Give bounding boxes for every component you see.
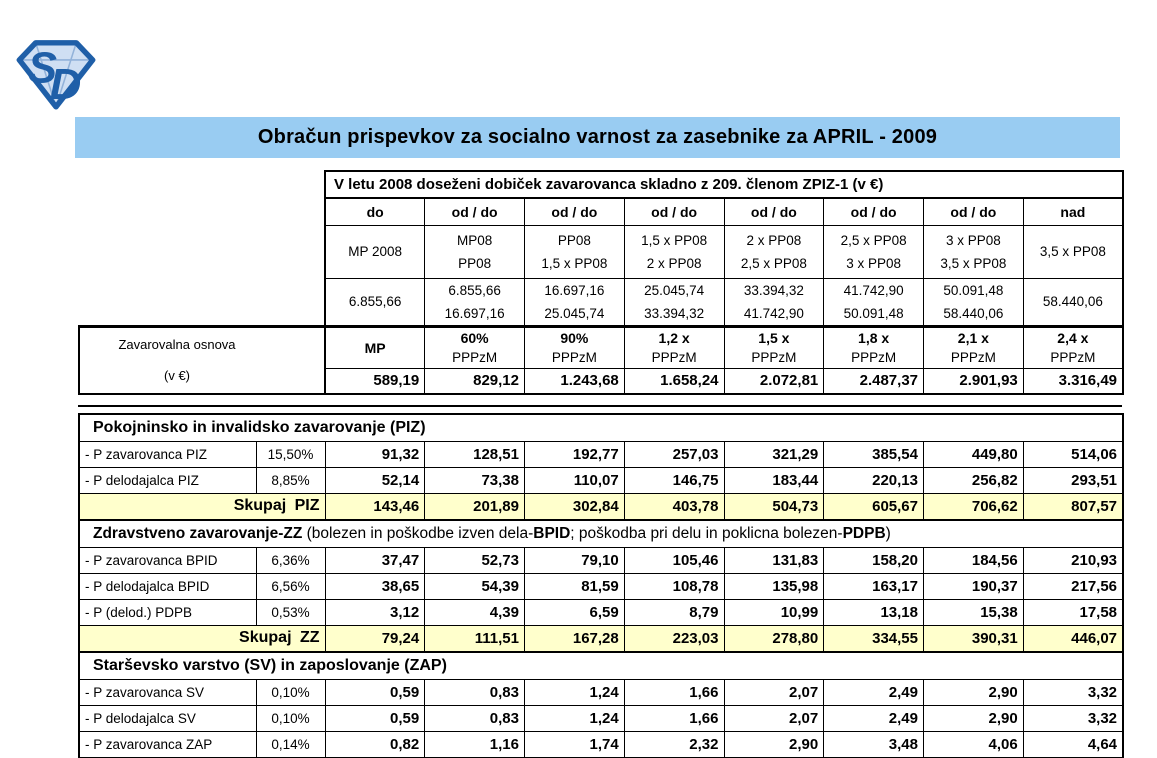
table-row bbox=[79, 441, 1123, 467]
amount-cell: 2,49 bbox=[824, 705, 924, 731]
basis-cell: MP bbox=[325, 326, 425, 368]
range-lower: PP08 bbox=[458, 255, 492, 271]
amount-cell: 449,80 bbox=[924, 441, 1024, 467]
bracket-range-cell bbox=[824, 225, 924, 278]
basis-base: PPPzM bbox=[751, 349, 797, 365]
spacer-cell bbox=[79, 198, 325, 225]
basis-value-cell: 1.658,24 bbox=[624, 368, 724, 394]
sum-row-zz bbox=[79, 625, 1123, 652]
basis-base: PPPzM bbox=[651, 349, 697, 365]
amount-cell: 10,99 bbox=[724, 599, 824, 625]
sum-amount-cell: 334,55 bbox=[824, 625, 924, 652]
amount-cell: 1,24 bbox=[525, 705, 625, 731]
basis-base: PPPzM bbox=[950, 349, 996, 365]
logo-letter-s: S bbox=[27, 43, 58, 93]
basis-cell bbox=[624, 326, 724, 368]
sum-amount-cell: 403,78 bbox=[624, 493, 724, 520]
basis-factor: 2,4 x bbox=[1057, 329, 1089, 346]
limit-upper: 41.742,90 bbox=[843, 282, 904, 298]
sd-diamond-logo-icon bbox=[17, 38, 95, 110]
contributions-table bbox=[78, 413, 1124, 758]
range-upper: MP08 bbox=[456, 232, 493, 248]
row-label-cell: - P zavarovanca BPID bbox=[79, 547, 256, 573]
amount-cell: 54,39 bbox=[425, 573, 525, 599]
amount-cell: 17,58 bbox=[1023, 599, 1123, 625]
basis-cell bbox=[525, 326, 625, 368]
basis-factor: 1,8 x bbox=[858, 329, 890, 346]
bracket-header-cell: od / do bbox=[724, 198, 824, 225]
rate-cell: 0,10% bbox=[256, 679, 325, 705]
sum-amount-cell: 223,03 bbox=[624, 625, 724, 652]
sum-amount-cell: 807,57 bbox=[1023, 493, 1123, 520]
amount-cell: 37,47 bbox=[325, 547, 425, 573]
range-lower: 3 x PP08 bbox=[846, 255, 902, 271]
row-label-cell: - P delodajalca SV bbox=[79, 705, 256, 731]
amount-cell: 146,75 bbox=[624, 467, 724, 493]
bracket-range-cell bbox=[425, 225, 525, 278]
amount-cell: 4,64 bbox=[1023, 731, 1123, 757]
amount-cell: 38,65 bbox=[325, 573, 425, 599]
sum-amount-cell: 201,89 bbox=[425, 493, 525, 520]
bracket-limit-cell bbox=[425, 278, 525, 326]
bracket-range-cell bbox=[325, 225, 425, 278]
bracket-range-cell bbox=[624, 225, 724, 278]
sum-amount-cell: 167,28 bbox=[525, 625, 625, 652]
table-row bbox=[79, 599, 1123, 625]
sum-label-cell: Skupaj PIZ bbox=[79, 493, 325, 520]
range-upper: PP08 bbox=[557, 232, 591, 248]
limit-lower: 16.697,16 bbox=[444, 305, 505, 321]
basis-value-cell: 3.316,49 bbox=[1023, 368, 1123, 394]
sum-amount-cell: 302,84 bbox=[525, 493, 625, 520]
company-logo bbox=[17, 38, 95, 110]
limit-upper: 25.045,74 bbox=[644, 282, 705, 298]
sum-row-piz bbox=[79, 493, 1123, 520]
amount-cell: 81,59 bbox=[525, 573, 625, 599]
amount-cell: 0,83 bbox=[425, 679, 525, 705]
amount-cell: 2,90 bbox=[924, 705, 1024, 731]
amount-cell: 0,59 bbox=[325, 679, 425, 705]
table-row bbox=[79, 679, 1123, 705]
amount-cell: 192,77 bbox=[525, 441, 625, 467]
table-row bbox=[79, 414, 1123, 441]
limit-upper: 6.855,66 bbox=[448, 282, 501, 298]
rate-cell: 0,53% bbox=[256, 599, 325, 625]
sum-amount-cell: 111,51 bbox=[425, 625, 525, 652]
insurance-basis-label-cell bbox=[79, 326, 325, 394]
section-header-sv-zap: Starševsko varstvo (SV) in zaposlovanje (ZAP) bbox=[79, 652, 1123, 679]
amount-cell: 184,56 bbox=[924, 547, 1024, 573]
basis-cell bbox=[425, 326, 525, 368]
amount-cell: 514,06 bbox=[1023, 441, 1123, 467]
amount-cell: 293,51 bbox=[1023, 467, 1123, 493]
basis-cell bbox=[724, 326, 824, 368]
basis-cell bbox=[824, 326, 924, 368]
bracket-range-cell bbox=[525, 225, 625, 278]
row-label-cell: - P (delod.) PDPB bbox=[79, 599, 256, 625]
table-row bbox=[79, 467, 1123, 493]
amount-cell: 0,59 bbox=[325, 705, 425, 731]
sum-amount-cell: 390,31 bbox=[924, 625, 1024, 652]
logo-letter-d: D bbox=[49, 59, 82, 109]
basis-factor: 60% bbox=[460, 329, 489, 346]
amount-cell: 3,48 bbox=[824, 731, 924, 757]
insurance-basis-unit: (v €) bbox=[164, 368, 190, 384]
table-row bbox=[79, 225, 1123, 278]
range-upper: 3 x PP08 bbox=[945, 232, 1001, 248]
amount-cell: 2,32 bbox=[624, 731, 724, 757]
range-upper: 3,5 x PP08 bbox=[1039, 244, 1106, 259]
basis-factor: 90% bbox=[560, 329, 589, 346]
limit-lower: 25.045,74 bbox=[544, 305, 605, 321]
insurance-basis-label: Zavarovalna osnova bbox=[118, 337, 236, 353]
table-row bbox=[79, 198, 1123, 225]
basis-value-cell: 2.072,81 bbox=[724, 368, 824, 394]
row-label-cell: - P zavarovanca ZAP bbox=[79, 731, 256, 757]
sum-amount-cell: 278,80 bbox=[724, 625, 824, 652]
amount-cell: 321,29 bbox=[724, 441, 824, 467]
bracket-limit-cell bbox=[525, 278, 625, 326]
basis-cell bbox=[1023, 326, 1123, 368]
sum-amount-cell: 79,24 bbox=[325, 625, 425, 652]
basis-factor: 1,2 x bbox=[658, 329, 690, 346]
amount-cell: 4,06 bbox=[924, 731, 1024, 757]
amount-cell: 220,13 bbox=[824, 467, 924, 493]
row-label-cell: - P zavarovanca PIZ bbox=[79, 441, 256, 467]
amount-cell: 2,07 bbox=[724, 679, 824, 705]
title-banner bbox=[75, 117, 1120, 158]
profit-brackets-table bbox=[78, 170, 1124, 395]
amount-cell: 1,24 bbox=[525, 679, 625, 705]
limit-upper: 33.394,32 bbox=[743, 282, 804, 298]
amount-cell: 1,16 bbox=[425, 731, 525, 757]
amount-cell: 385,54 bbox=[824, 441, 924, 467]
rate-cell: 6,56% bbox=[256, 573, 325, 599]
range-upper: 2 x PP08 bbox=[746, 232, 802, 248]
amount-cell: 1,74 bbox=[525, 731, 625, 757]
bracket-limit-cell bbox=[924, 278, 1024, 326]
amount-cell: 210,93 bbox=[1023, 547, 1123, 573]
table-row bbox=[79, 547, 1123, 573]
page-title: Obračun prispevkov za socialno varnost za zasebnike za APRIL - 2009 bbox=[257, 126, 938, 148]
amount-cell: 3,32 bbox=[1023, 705, 1123, 731]
amount-cell: 110,07 bbox=[525, 467, 625, 493]
range-lower: MP 2008 bbox=[348, 244, 403, 259]
table-row bbox=[79, 520, 1123, 547]
rate-cell: 0,14% bbox=[256, 731, 325, 757]
amount-cell: 3,12 bbox=[325, 599, 425, 625]
amount-cell: 73,38 bbox=[425, 467, 525, 493]
table-row bbox=[79, 652, 1123, 679]
row-label-cell: - P delodajalca PIZ bbox=[79, 467, 256, 493]
section-header-piz: Pokojninsko in invalidsko zavarovanje (PIZ) bbox=[79, 414, 1123, 441]
sum-amount-cell: 706,62 bbox=[924, 493, 1024, 520]
bracket-header-cell: od / do bbox=[525, 198, 625, 225]
amount-cell: 91,32 bbox=[325, 441, 425, 467]
row-label-cell: - P delodajalca BPID bbox=[79, 573, 256, 599]
rate-cell: 8,85% bbox=[256, 467, 325, 493]
table-row bbox=[79, 278, 1123, 326]
range-lower: 2,5 x PP08 bbox=[740, 255, 807, 271]
limit-upper: 50.091,48 bbox=[943, 282, 1004, 298]
bracket-header-cell: od / do bbox=[425, 198, 525, 225]
amount-cell: 13,18 bbox=[824, 599, 924, 625]
basis-value-cell: 2.487,37 bbox=[824, 368, 924, 394]
range-lower: 2 x PP08 bbox=[646, 255, 702, 271]
basis-value-cell: 2.901,93 bbox=[924, 368, 1024, 394]
basis-base: PPPzM bbox=[452, 349, 498, 365]
basis-value-cell: 1.243,68 bbox=[525, 368, 625, 394]
amount-cell: 108,78 bbox=[624, 573, 724, 599]
table-row bbox=[79, 326, 1123, 368]
limit-lower: 6.855,66 bbox=[348, 294, 402, 309]
bracket-header-cell: od / do bbox=[924, 198, 1024, 225]
bracket-header-cell: nad bbox=[1023, 198, 1123, 225]
limit-lower: 41.742,90 bbox=[743, 305, 804, 321]
limit-upper: 16.697,16 bbox=[544, 282, 605, 298]
spacer-cell bbox=[79, 225, 325, 278]
amount-cell: 1,66 bbox=[624, 705, 724, 731]
table-row bbox=[79, 705, 1123, 731]
amount-cell: 105,46 bbox=[624, 547, 724, 573]
amount-cell: 8,79 bbox=[624, 599, 724, 625]
amount-cell: 2,07 bbox=[724, 705, 824, 731]
bracket-range-cell bbox=[724, 225, 824, 278]
amount-cell: 0,83 bbox=[425, 705, 525, 731]
basis-base: PPPzM bbox=[851, 349, 897, 365]
table-row bbox=[79, 171, 1123, 198]
basis-value-cell: 589,19 bbox=[325, 368, 425, 394]
amount-cell: 2,90 bbox=[924, 679, 1024, 705]
amount-cell: 135,98 bbox=[724, 573, 824, 599]
sum-amount-cell: 504,73 bbox=[724, 493, 824, 520]
limit-lower: 50.091,48 bbox=[843, 305, 904, 321]
amount-cell: 163,17 bbox=[824, 573, 924, 599]
spacer-cell bbox=[79, 171, 325, 198]
basis-value-cell: 829,12 bbox=[425, 368, 525, 394]
sum-amount-cell: 605,67 bbox=[824, 493, 924, 520]
range-lower: 1,5 x PP08 bbox=[541, 255, 608, 271]
amount-cell: 158,20 bbox=[824, 547, 924, 573]
amount-cell: 1,66 bbox=[624, 679, 724, 705]
bracket-limit-cell bbox=[724, 278, 824, 326]
basis-base: PPPzM bbox=[551, 349, 597, 365]
bracket-limit-cell bbox=[624, 278, 724, 326]
bracket-header-cell: od / do bbox=[624, 198, 724, 225]
table-row bbox=[79, 573, 1123, 599]
bracket-header-cell: od / do bbox=[824, 198, 924, 225]
limit-upper: 58.440,06 bbox=[1042, 294, 1103, 309]
basis-factor: 2,1 x bbox=[957, 329, 989, 346]
rate-cell: 6,36% bbox=[256, 547, 325, 573]
amount-cell: 131,83 bbox=[724, 547, 824, 573]
bracket-range-cell bbox=[1023, 225, 1123, 278]
limit-lower: 58.440,06 bbox=[943, 305, 1004, 321]
amount-cell: 128,51 bbox=[425, 441, 525, 467]
amount-cell: 4,39 bbox=[425, 599, 525, 625]
amount-cell: 52,14 bbox=[325, 467, 425, 493]
profit-table-title: V letu 2008 doseženi dobiček zavarovanca skladno z 209. členom ZPIZ-1 (v €) bbox=[325, 171, 1123, 198]
bracket-limit-cell bbox=[824, 278, 924, 326]
amount-cell: 0,82 bbox=[325, 731, 425, 757]
sum-label-cell: Skupaj ZZ bbox=[79, 625, 325, 652]
amount-cell: 257,03 bbox=[624, 441, 724, 467]
amount-cell: 2,90 bbox=[724, 731, 824, 757]
bracket-limit-cell bbox=[1023, 278, 1123, 326]
amount-cell: 52,73 bbox=[425, 547, 525, 573]
table-row bbox=[79, 731, 1123, 757]
range-upper: 2,5 x PP08 bbox=[840, 232, 907, 248]
basis-factor: 1,5 x bbox=[758, 329, 790, 346]
amount-cell: 6,59 bbox=[525, 599, 625, 625]
sum-amount-cell: 446,07 bbox=[1023, 625, 1123, 652]
amount-cell: 15,38 bbox=[924, 599, 1024, 625]
amount-cell: 2,49 bbox=[824, 679, 924, 705]
sum-amount-cell: 143,46 bbox=[325, 493, 425, 520]
amount-cell: 3,32 bbox=[1023, 679, 1123, 705]
bracket-range-cell bbox=[924, 225, 1024, 278]
amount-cell: 217,56 bbox=[1023, 573, 1123, 599]
amount-cell: 190,37 bbox=[924, 573, 1024, 599]
section-header-zz: Zdravstveno zavarovanje-ZZ (bolezen in poškodbe izven dela-BPID; poškodba pri delu in poklicna bolezen-PDPB) bbox=[79, 520, 1123, 547]
spacer-cell bbox=[79, 278, 325, 326]
rate-cell: 15,50% bbox=[256, 441, 325, 467]
basis-base: PPPzM bbox=[1050, 349, 1096, 365]
divider-line bbox=[78, 405, 1122, 407]
range-lower: 3,5 x PP08 bbox=[940, 255, 1007, 271]
amount-cell: 79,10 bbox=[525, 547, 625, 573]
limit-lower: 33.394,32 bbox=[644, 305, 705, 321]
amount-cell: 183,44 bbox=[724, 467, 824, 493]
range-upper: 1,5 x PP08 bbox=[641, 232, 708, 248]
amount-cell: 256,82 bbox=[924, 467, 1024, 493]
bracket-limit-cell bbox=[325, 278, 425, 326]
row-label-cell: - P zavarovanca SV bbox=[79, 679, 256, 705]
basis-cell bbox=[924, 326, 1024, 368]
bracket-header-cell: do bbox=[325, 198, 425, 225]
rate-cell: 0,10% bbox=[256, 705, 325, 731]
